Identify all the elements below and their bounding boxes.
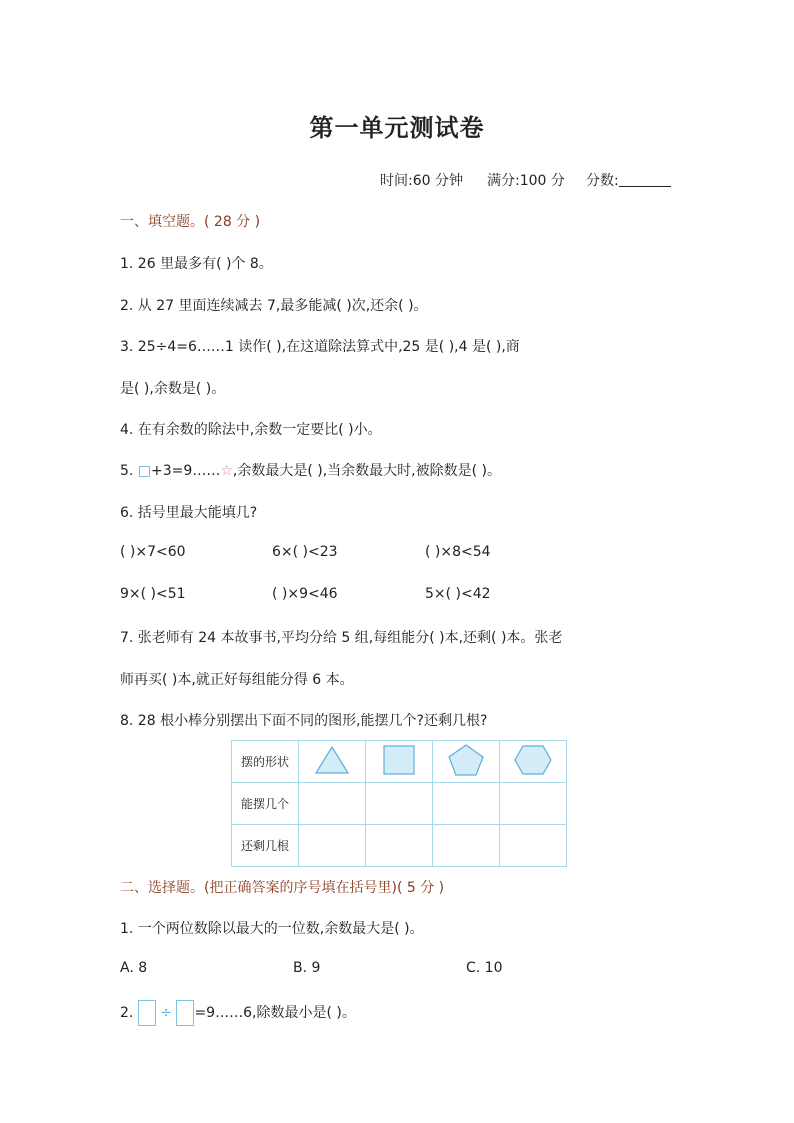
shapes-table (231, 740, 567, 867)
table-row (232, 741, 567, 783)
hexagon-cell (500, 741, 567, 783)
option-a[interactable]: A. 8 (120, 960, 148, 976)
square-symbol: □ (137, 463, 152, 479)
s2-question-2 (120, 999, 356, 1027)
question-4: 4. 在有余数的除法中,余数一定要比( )小。 (120, 422, 382, 438)
row-label-shape: 摆的形状 (232, 741, 299, 783)
score-field (586, 170, 671, 190)
hexagon-icon (513, 744, 553, 776)
question-5-text: ,余数最大是( ),当余数最大时,被除数是( )。 (232, 463, 501, 479)
full-score-info: 满分:100 分 (487, 173, 565, 189)
question-3-line-1: 3. 25÷4=6……1 读作( ),在这道除法算式中,25 是( ),4 是( ),商 (120, 339, 520, 355)
s2-question-2-text: =9……6,除数最小是( )。 (194, 1005, 356, 1021)
section-2-points: ( 5 分 ) (396, 880, 445, 896)
square-cell (366, 741, 433, 783)
triangle-cell (299, 741, 366, 783)
q6-item-1: ( )×7<60 (120, 544, 186, 560)
question-1: 1. 26 里最多有( )个 8。 (120, 256, 273, 272)
row-label-count: 能摆几个 (232, 783, 299, 825)
question-8: 8. 28 根小棒分别摆出下面不同的图形,能摆几个?还剩几根? (120, 713, 488, 729)
answer-cell[interactable] (433, 783, 500, 825)
question-5 (120, 460, 501, 480)
star-symbol: ☆ (220, 463, 233, 479)
answer-cell[interactable] (500, 783, 567, 825)
option-b[interactable]: B. 9 (293, 960, 321, 976)
score-blank[interactable] (619, 172, 671, 187)
q6-item-2: 6×( )<23 (272, 544, 338, 560)
triangle-icon (314, 745, 350, 775)
q6-item-6: 5×( )<42 (425, 586, 491, 602)
row-label-remainder: 还剩几根 (232, 825, 299, 867)
time-info: 时间:60 分钟 (380, 173, 463, 189)
answer-cell[interactable] (299, 783, 366, 825)
dividend-box[interactable] (138, 1000, 156, 1026)
option-c[interactable]: C. 10 (466, 960, 503, 976)
q6-item-4: 9×( )<51 (120, 586, 186, 602)
answer-cell[interactable] (433, 825, 500, 867)
q6-item-5: ( )×9<46 (272, 586, 338, 602)
page-title: 第一单元测试卷 (309, 114, 485, 142)
question-5-equation: +3=9…… (151, 463, 221, 479)
section-1-points: ( 28 分 ) (204, 214, 261, 230)
question-7-line-1: 7. 张老师有 24 本故事书,平均分给 5 组,每组能分( )本,还剩( )本。张老 (120, 630, 563, 646)
answer-cell[interactable] (366, 783, 433, 825)
question-6: 6. 括号里最大能填几? (120, 505, 258, 521)
q6-item-3: ( )×8<54 (425, 544, 491, 560)
score-label: 分数: (586, 173, 619, 189)
question-5-number: 5. (120, 463, 134, 479)
answer-cell[interactable] (500, 825, 567, 867)
section-2-heading (120, 877, 444, 897)
divide-sign: ÷ (160, 1005, 172, 1021)
s2-question-2-number: 2. (120, 1005, 134, 1021)
question-7-line-2: 师再买( )本,就正好每组能分得 6 本。 (120, 672, 354, 688)
section-2-title: 二、选择题。(把正确答案的序号填在括号里) (120, 880, 397, 896)
square-icon (382, 744, 416, 776)
answer-cell[interactable] (299, 825, 366, 867)
divisor-box[interactable] (176, 1000, 194, 1026)
section-1-title: 一、填空题。 (120, 214, 204, 230)
table-row (232, 783, 567, 825)
table-row (232, 825, 567, 867)
s2-question-1: 1. 一个两位数除以最大的一位数,余数最大是( )。 (120, 921, 424, 937)
pentagon-icon (447, 743, 485, 777)
section-1-heading (120, 211, 260, 231)
question-3-line-2: 是( ),余数是( )。 (120, 381, 226, 397)
answer-cell[interactable] (366, 825, 433, 867)
pentagon-cell (433, 741, 500, 783)
question-2: 2. 从 27 里面连续减去 7,最多能减( )次,还余( )。 (120, 298, 428, 314)
